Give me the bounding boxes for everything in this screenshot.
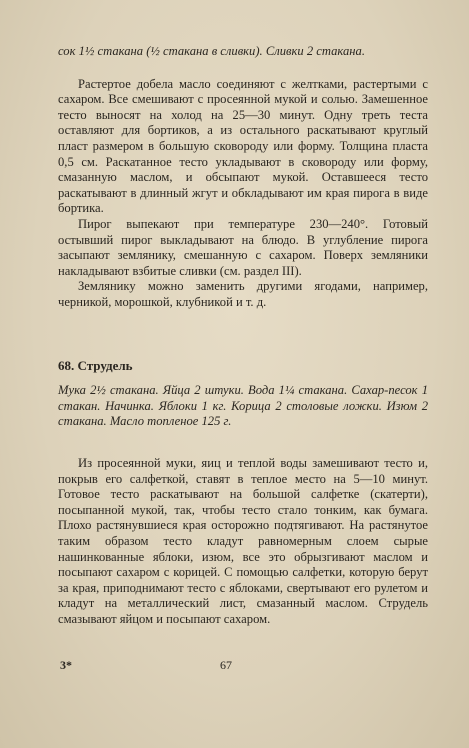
recipe-method-block xyxy=(58,456,428,628)
page-number: 67 xyxy=(220,658,232,672)
recipe-ingredients: Мука 2½ стакана. Яйца 2 штуки. Вода 1¼ стакана. Сахар-песок 1 стакан. Начинка. Яблоки 1 кг. Корица 2 столовые ложки. Изюм 2 стакана. Масло топленое 125 г. xyxy=(58,383,428,429)
paragraph-baking: Пирог выпекают при температуре 230—240°. Готовый остывший пирог выкладывают на блюдо. В углубление пирога засыпают землянику, смешанную с сахаром. Поверх земляники накладывают взбитые сливки (см. раздел III). xyxy=(58,216,428,278)
recipe-ingredients-block xyxy=(58,383,428,430)
recipe-heading: 68. Струдель xyxy=(58,358,133,373)
paragraph-substitution: Землянику можно заменить другими ягодами, например, черникой, морошкой, клубникой и т. д. xyxy=(58,279,428,309)
paragraph-dough: Растертое добела масло соединяют с желтками, растертыми с сахаром. Все смешивают с просеянной мукой и солью. Замешенное тесто выносят на холод на 25—30 минут. Одну треть теста оставляют для бортиков, а из остального раскатывают круглый пласт размером в большую сковороду или форму. Толщина пласта 0,5 см. Раскатанное тесто укладывают в сковороду или форму, смазанную маслом, и обсыпают мукой. Оставшееся тесто раскатывают в длинный жгут и обкладывают им края пирога в виде бортика. xyxy=(58,76,428,216)
signature-mark: 3* xyxy=(60,658,72,672)
top-ingredients-line: сок 1½ стакана (½ стакана в сливки). Сливки 2 стакана. xyxy=(58,44,365,58)
upper-text-block xyxy=(58,44,428,311)
recipe-method-text: Из просеянной муки, яиц и теплой воды замешивают тесто и, покрыв его салфеткой, ставят в теплое место на 5—10 минут. Готовое тесто раскатывают на большой салфетке (скатерти), посыпанной мукой, так, чтобы тесто стало тонким, как бумага. Плохо растянувшиеся края осторожно подтягивают. На растянутое таким образом тесто кладут равномерным слоем сырые нашинкованные яблоки, изюм, все это обрызгивают маслом и посыпают сахаром с корицей. С помощью салфетки, которую берут за края, приподнимают тесто с яблоками, свертывают его рулетом и кладут на металлический лист, смазанный маслом. Струдель смазывают яйцом и посыпают сахаром. xyxy=(58,456,428,626)
